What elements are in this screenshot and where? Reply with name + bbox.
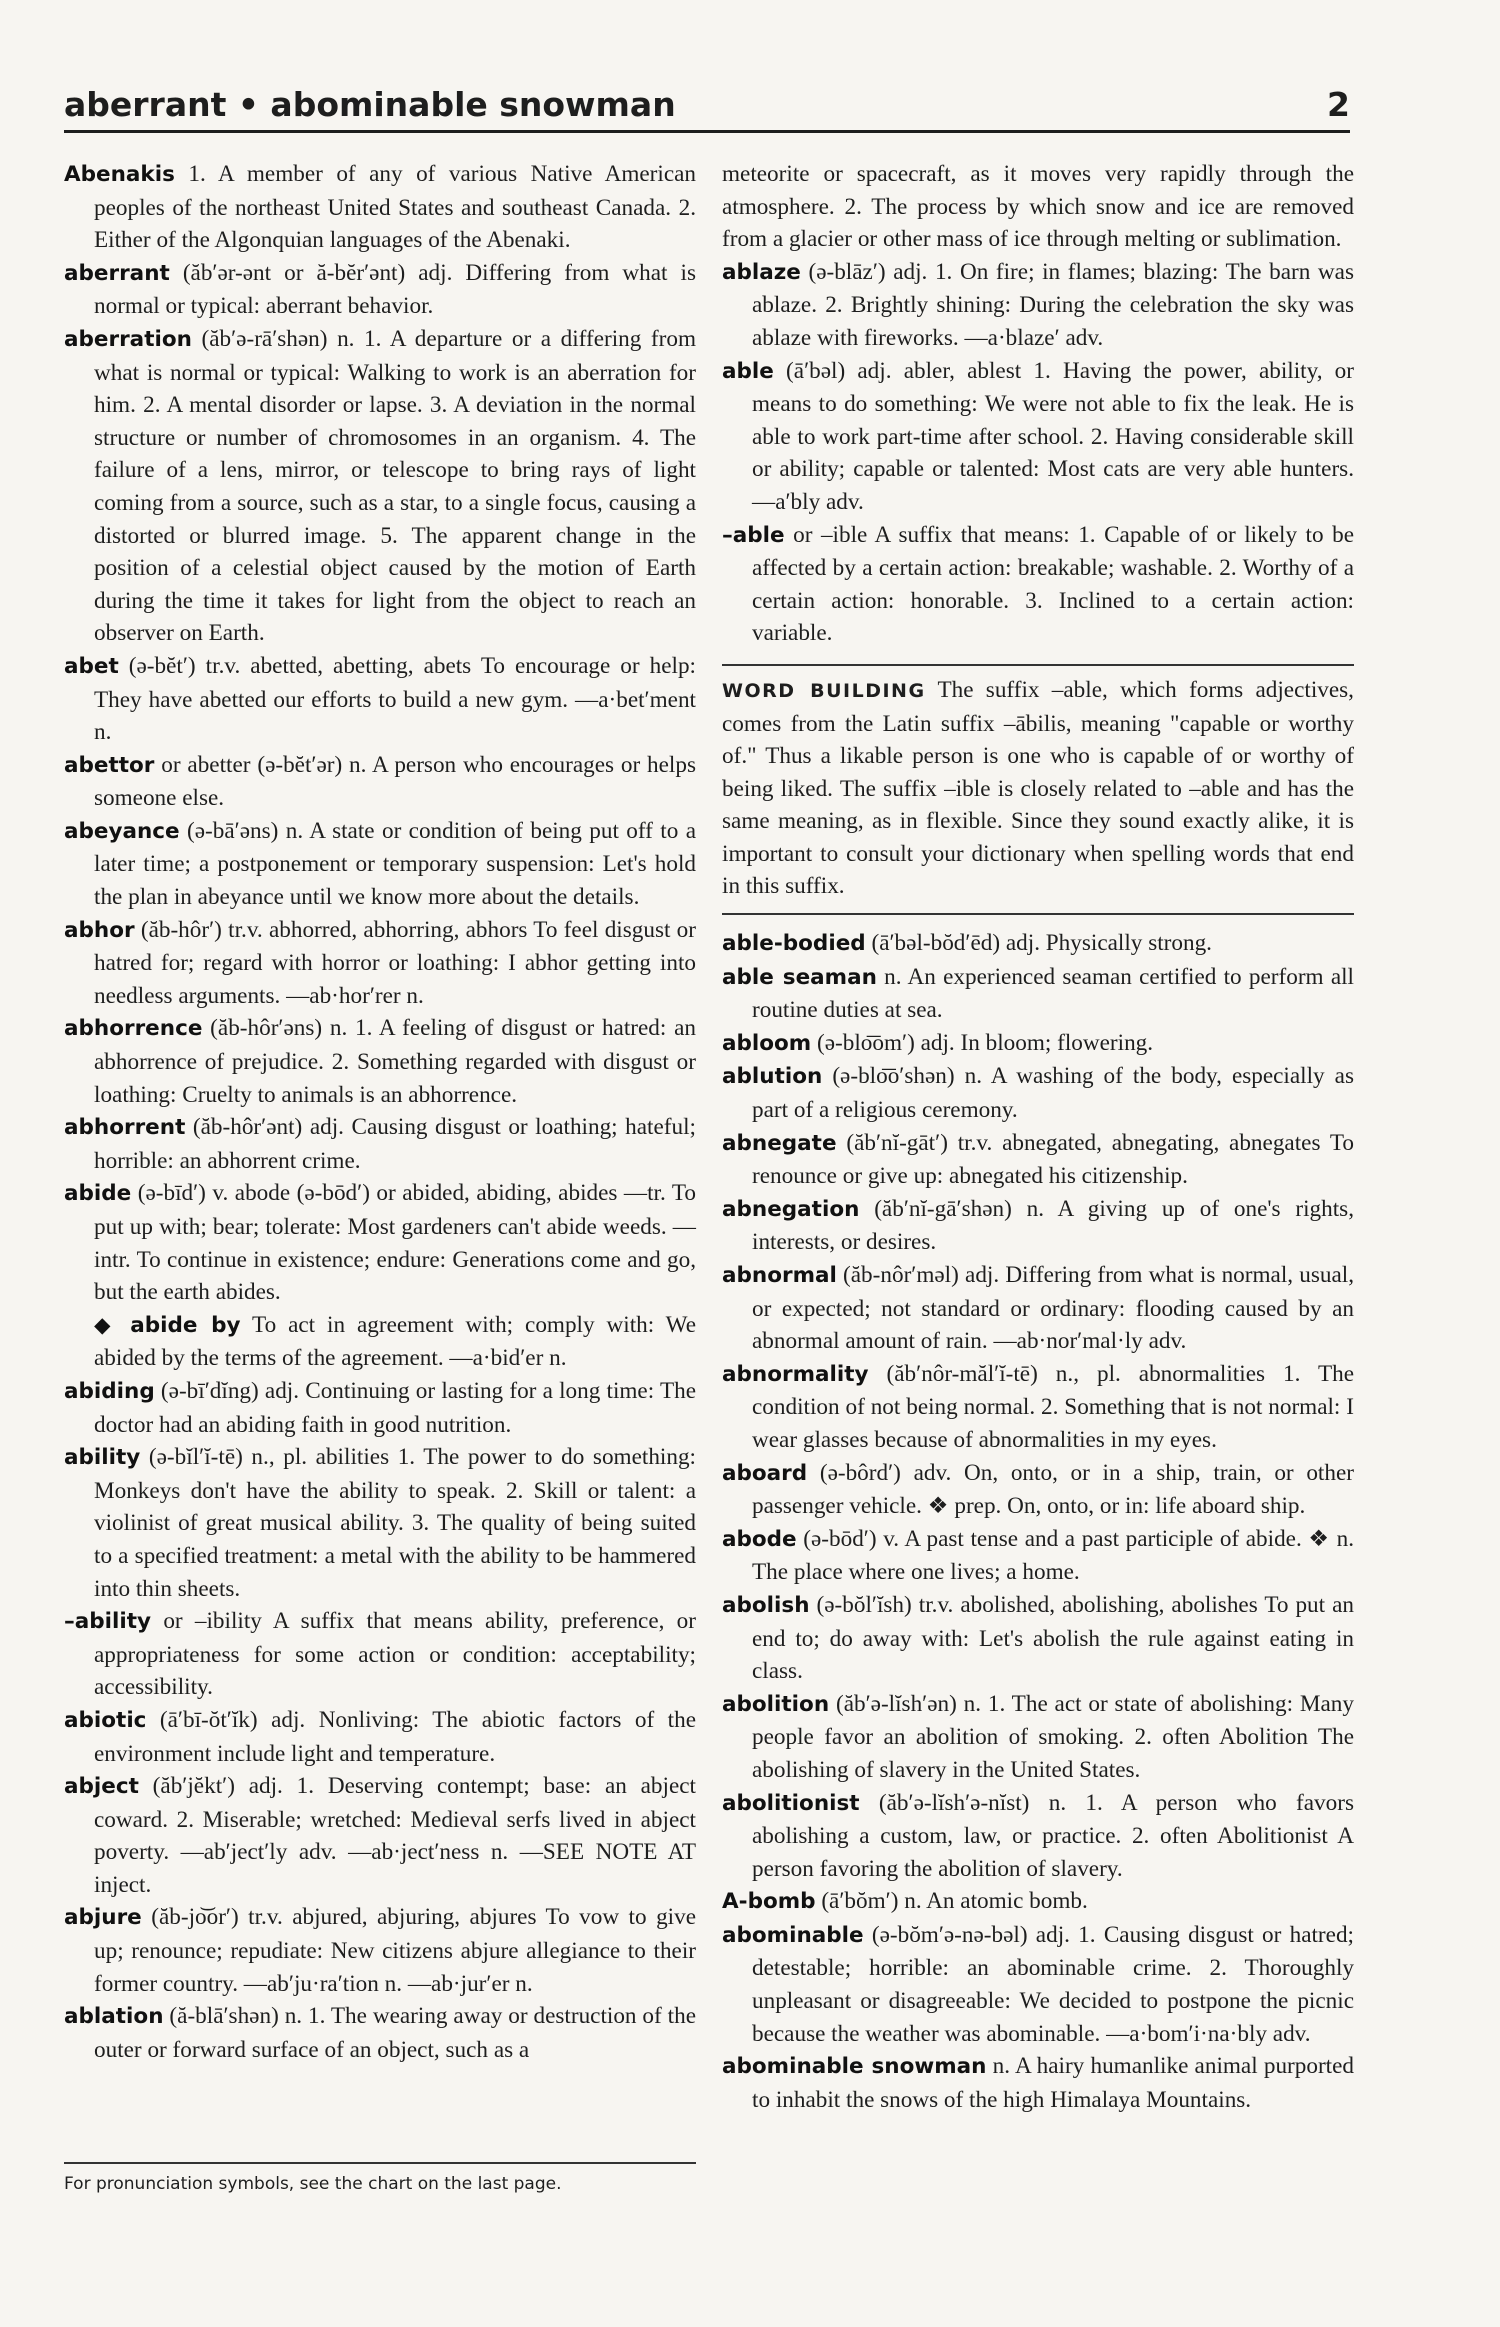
entry [64, 1375, 696, 1441]
headword: ability [64, 1445, 141, 1471]
entry [722, 1523, 1354, 1589]
definition: or –ibility A suffix that means ability, preference, or appropriateness for some action or condition: acceptability; accessibility. [94, 1608, 696, 1701]
headword: abet [64, 653, 119, 679]
definition: (ə-blo͞o′shən) n. A washing of the body, especially as part of a religious ceremony. [752, 1063, 1354, 1124]
headword: able-bodied [722, 931, 866, 957]
definition: (ă-blā′shən) n. 1. The wearing away or destruction of the outer or forward surface of an object, such as a [94, 2003, 696, 2063]
definition: (ə-bōd′) v. A past tense and a past participle of abide. ❖ n. The place where one lives; a home. [752, 1525, 1354, 1586]
definition: (ăb′jĕkt′) adj. 1. Deserving contempt; base: an abject coward. 2. Miserable; wretched: Medieval serfs lived in abject poverty. —ab′ject′ly adv. —ab·ject′ness n. —SEE NOTE AT inject. [94, 1773, 696, 1898]
definition: (ăb-hôr′ənt) adj. Causing disgust or loathing; hateful; horrible: an abhorrent crime. [94, 1114, 696, 1174]
entry [722, 256, 1354, 355]
entry [722, 2050, 1354, 2116]
headword: ablution [722, 1064, 823, 1090]
definition: (ə-blo͞om′) adj. In bloom; flowering. [811, 1029, 1154, 1056]
headword: abode [722, 1526, 797, 1552]
word-building-label: WORD BUILDING [722, 679, 926, 702]
entry [64, 1111, 696, 1177]
definition: (ăb′nĭ-gāt′) tr.v. abnegated, abnegating, abnegates To renounce or give up: abnegated his citizenship. [752, 1129, 1354, 1190]
word-building-text: The suffix –able, which forms adjectives, comes from the Latin suffix –ābilis, meaning "capable or worthy of." Thus a likable person is one who is capable of or worthy of being liked. The suffix –ible is closely related to –able and has the same meaning, as in flexible. Since they sound exactly alike, it is important to consult your dictionary when spelling words that end in this suffix. [722, 676, 1354, 900]
entry [722, 519, 1354, 650]
entry [64, 1177, 696, 1308]
definition: To act in agreement with; comply with: We abided by the terms of the agreement. —a·bid′er n. [94, 1311, 697, 1372]
headword: abnegation [722, 1196, 860, 1222]
definition: (ə-bĕt′) tr.v. abetted, abetting, abets To encourage or help: They have abetted our efforts to build a new gym. —a·bet′ment n. [94, 652, 696, 746]
left-column [64, 158, 696, 2066]
headword: Abenakis [64, 162, 175, 187]
headword: abhorrent [64, 1115, 186, 1141]
definition: (ăb-jo͝or′) tr.v. abjured, abjuring, abjures To vow to give up; renounce; repudiate: New citizens abjure allegiance to their former country. —ab′ju·ra′tion n. —ab·jur′er n. [94, 1904, 696, 1997]
entry [722, 1358, 1354, 1457]
entry [64, 1605, 696, 1704]
entry [722, 1259, 1354, 1358]
pronunciation-footer: For pronunciation symbols, see the chart on the last page. [64, 2162, 696, 2194]
headword: abiotic [64, 1707, 147, 1733]
definition: (ā′bŏm′) n. An atomic bomb. [815, 1888, 1088, 1915]
headword: ◆ abide by [94, 1312, 241, 1338]
headword: abettor [64, 752, 155, 778]
definition: (ăb′ə-rā′shən) n. 1. A departure or a differing from what is normal or typical: Walking to work is an aberration for him. 2. A mental disorder or lapse. 3. A deviation in the normal structure or number of chromosomes in an organism. 4. The failure of a lens, mirror, or telescope to bring rays of light coming from a source, such as a star, to a single focus, causing a distorted or blurred image. 5. The apparent change in the position of a celestial object caused by the motion of Earth during the time it takes for light from the object to reach an observer on Earth. [94, 325, 696, 647]
definition: or abetter (ə-bĕt′ər) n. A person who encourages or helps someone else. [94, 751, 696, 812]
entry [722, 1193, 1354, 1259]
headword: abide [64, 1181, 132, 1207]
definition: (ăb′nôr-măl′ĭ-tē) n., pl. abnormalities 1. The condition of not being normal. 2. Something that is not normal: I wear glasses because of abnormalities in my eyes. [752, 1360, 1354, 1453]
running-header [64, 80, 1350, 133]
right-column [722, 158, 1354, 2116]
continued-definition: meteorite or spacecraft, as it moves very rapidly through the atmosphere. 2. The process by which snow and ice are removed from a glacier or other mass of ice through melting or sublimation. [722, 161, 1354, 253]
headword: abominable [722, 1922, 864, 1948]
word-building-note [722, 674, 1354, 903]
definition: (ăb-hôr′) tr.v. abhorred, abhorring, abhors To feel disgust or hatred for; regard with horror or loathing: I abhor getting into needless arguments. —ab·hor′rer n. [94, 916, 696, 1009]
entry [64, 1441, 696, 1605]
headword: abolish [722, 1592, 810, 1618]
page-number: 2 [1327, 85, 1350, 124]
headword: abloom [722, 1030, 812, 1056]
entry [64, 1770, 696, 1901]
entry [64, 815, 696, 914]
entry [64, 749, 696, 815]
headword: abnormality [722, 1361, 869, 1387]
entry [722, 1589, 1354, 1688]
definition: (ā′bəl) adj. abler, ablest 1. Having the power, ability, or means to do something: We were not able to fix the leak. He is able to work part-time after school. 2. Having considerable skill or ability; capable or talented: Most cats are very able hunters. —a′bly adv. [752, 357, 1354, 515]
definition: (ə-blāz′) adj. 1. On fire; in flames; blazing: The barn was ablaze. 2. Brightly shining: During the celebration the sky was ablaze with fireworks. —a·blaze′ adv. [752, 258, 1354, 351]
definition: (ə-bĭl′ĭ-tē) n., pl. abilities 1. The power to do something: Monkeys don't have the ability to speak. 2. Skill or talent: a violinist of great musical ability. 3. The quality of being suited to a specified treatment: a metal with the ability to be hammered into thin sheets. [94, 1444, 696, 1602]
entry [722, 1457, 1354, 1523]
entry [722, 1919, 1354, 2050]
definition: (ə-bā′əns) n. A state or condition of being put off to a later time; a postponement or temporary suspension: Let's hold the plan in abeyance until we know more about the details. [94, 817, 696, 911]
headword: able seaman [722, 964, 877, 990]
headword: abeyance [64, 818, 180, 844]
word-building-box [722, 664, 1354, 915]
entry [722, 1885, 1354, 1919]
definition: (ăb′ər-ənt or ă-bĕr′ənt) adj. Differing from what is normal or typical: aberrant behavior. [94, 259, 696, 320]
headword: aberration [64, 326, 192, 352]
headword: abominable snowman [722, 2054, 987, 2080]
headword: abolition [722, 1691, 830, 1717]
entry [722, 1688, 1354, 1787]
definition: (ăb′ə-lĭsh′ən) n. 1. The act or state of abolishing: Many people favor an abolition of smoking. 2. often Abolition The abolishing of slavery in the United States. [752, 1690, 1354, 1783]
definition: n. An experienced seaman certified to perform all routine duties at sea. [752, 963, 1354, 1024]
definition: (ə-bŏm′ə-nə-bəl) adj. 1. Causing disgust or hatred; detestable; horrible: an abominable crime. 2. Thoroughly unpleasant or disagreeable: We decided to postpone the picnic because the weather was abominable. —a·bom′i·na·bly adv. [752, 1921, 1354, 2047]
entry [64, 1704, 696, 1770]
headword: A-bomb [722, 1889, 816, 1915]
entry [722, 1060, 1354, 1126]
headword: abnegate [722, 1130, 837, 1156]
definition: (ăb-hôr′əns) n. 1. A feeling of disgust or hatred: an abhorrence of prejudice. 2. Something regarded with disgust or loathing: Cruelty to animals is an abhorrence. [94, 1015, 696, 1108]
entry [722, 927, 1354, 961]
entry [722, 355, 1354, 519]
definition: (ə-bīd′) v. abode (ə-bōd′) or abided, abiding, abides —tr. To put up with; bear; tolerate: Most gardeners can't abide weeds. —intr. To continue in existence; endure: Generations come and go, but the earth abides. [94, 1180, 696, 1306]
entry [722, 1127, 1354, 1193]
headword: abnormal [722, 1263, 837, 1288]
headword: –ability [64, 1609, 152, 1635]
definition: n. A hairy humanlike animal purported to inhabit the snows of the high Himalaya Mountains. [752, 2053, 1354, 2113]
definition: (ə-bŏl′ĭsh) tr.v. abolished, abolishing, abolishes To put an end to; do away with: Let's abolish the rule against eating in class. [752, 1591, 1354, 1685]
definition: (ăb′ə-lĭsh′ə-nĭst) n. 1. A person who favors abolishing a custom, law, or practice. 2. often Abolitionist A person favoring the abolition of slavery. [752, 1789, 1354, 1882]
entry [64, 2000, 696, 2066]
entry [64, 257, 696, 323]
headword: ablaze [722, 259, 801, 285]
definition: (ăb-nôr′məl) adj. Differing from what is normal, usual, or expected; not standard or ordinary: flooding caused by an abnormal amount of rain. —ab·nor′mal·ly adv. [752, 1262, 1354, 1355]
headword: abjure [64, 1905, 142, 1931]
definition: (ā′bī-ŏt′ĭk) adj. Nonliving: The abiotic factors of the environment include light and temperature. [94, 1706, 696, 1767]
headword: abolitionist [722, 1790, 860, 1816]
entry [722, 961, 1354, 1027]
entry [64, 1901, 696, 2000]
guide-words: aberrant • abominable snowman [64, 85, 676, 124]
headword: –able [722, 522, 785, 548]
definition: (ăb′nĭ-gā′shən) n. A giving up of one's rights, interests, or desires. [752, 1195, 1354, 1256]
entry [64, 650, 696, 749]
entry [64, 914, 696, 1013]
entry [722, 1027, 1354, 1061]
entry [64, 1012, 696, 1111]
headword: able [722, 358, 774, 384]
entry [64, 158, 696, 257]
headword: abhorrence [64, 1016, 203, 1042]
definition: or –ible A suffix that means: 1. Capable of or likely to be affected by a certain action: breakable; washable. 2. Worthy of a certain action: honorable. 3. Inclined to a certain action: variable. [752, 521, 1354, 647]
definition: (ā′bəl-bŏd′ēd) adj. Physically strong. [865, 930, 1212, 957]
headword: aboard [722, 1460, 808, 1486]
definition: (ə-bī′dĭng) adj. Continuing or lasting for a long time: The doctor had an abiding faith in good nutrition. [94, 1377, 696, 1438]
headword: abject [64, 1774, 139, 1800]
headword: ablation [64, 2004, 164, 2030]
entry [64, 323, 696, 650]
headword: abiding [64, 1378, 155, 1404]
phrasal-entry [64, 1309, 696, 1375]
definition: (ə-bôrd′) adv. On, onto, or in a ship, train, or other passenger vehicle. ❖ prep. On, onto, or in: life aboard ship. [752, 1459, 1354, 1520]
definition: 1. A member of any of various Native American peoples of the northeast United States and southeast Canada. 2. Either of the Algonquian languages of the Abenaki. [94, 161, 696, 254]
entry [722, 1787, 1354, 1886]
headword: aberrant [64, 260, 170, 286]
headword: abhor [64, 917, 135, 943]
